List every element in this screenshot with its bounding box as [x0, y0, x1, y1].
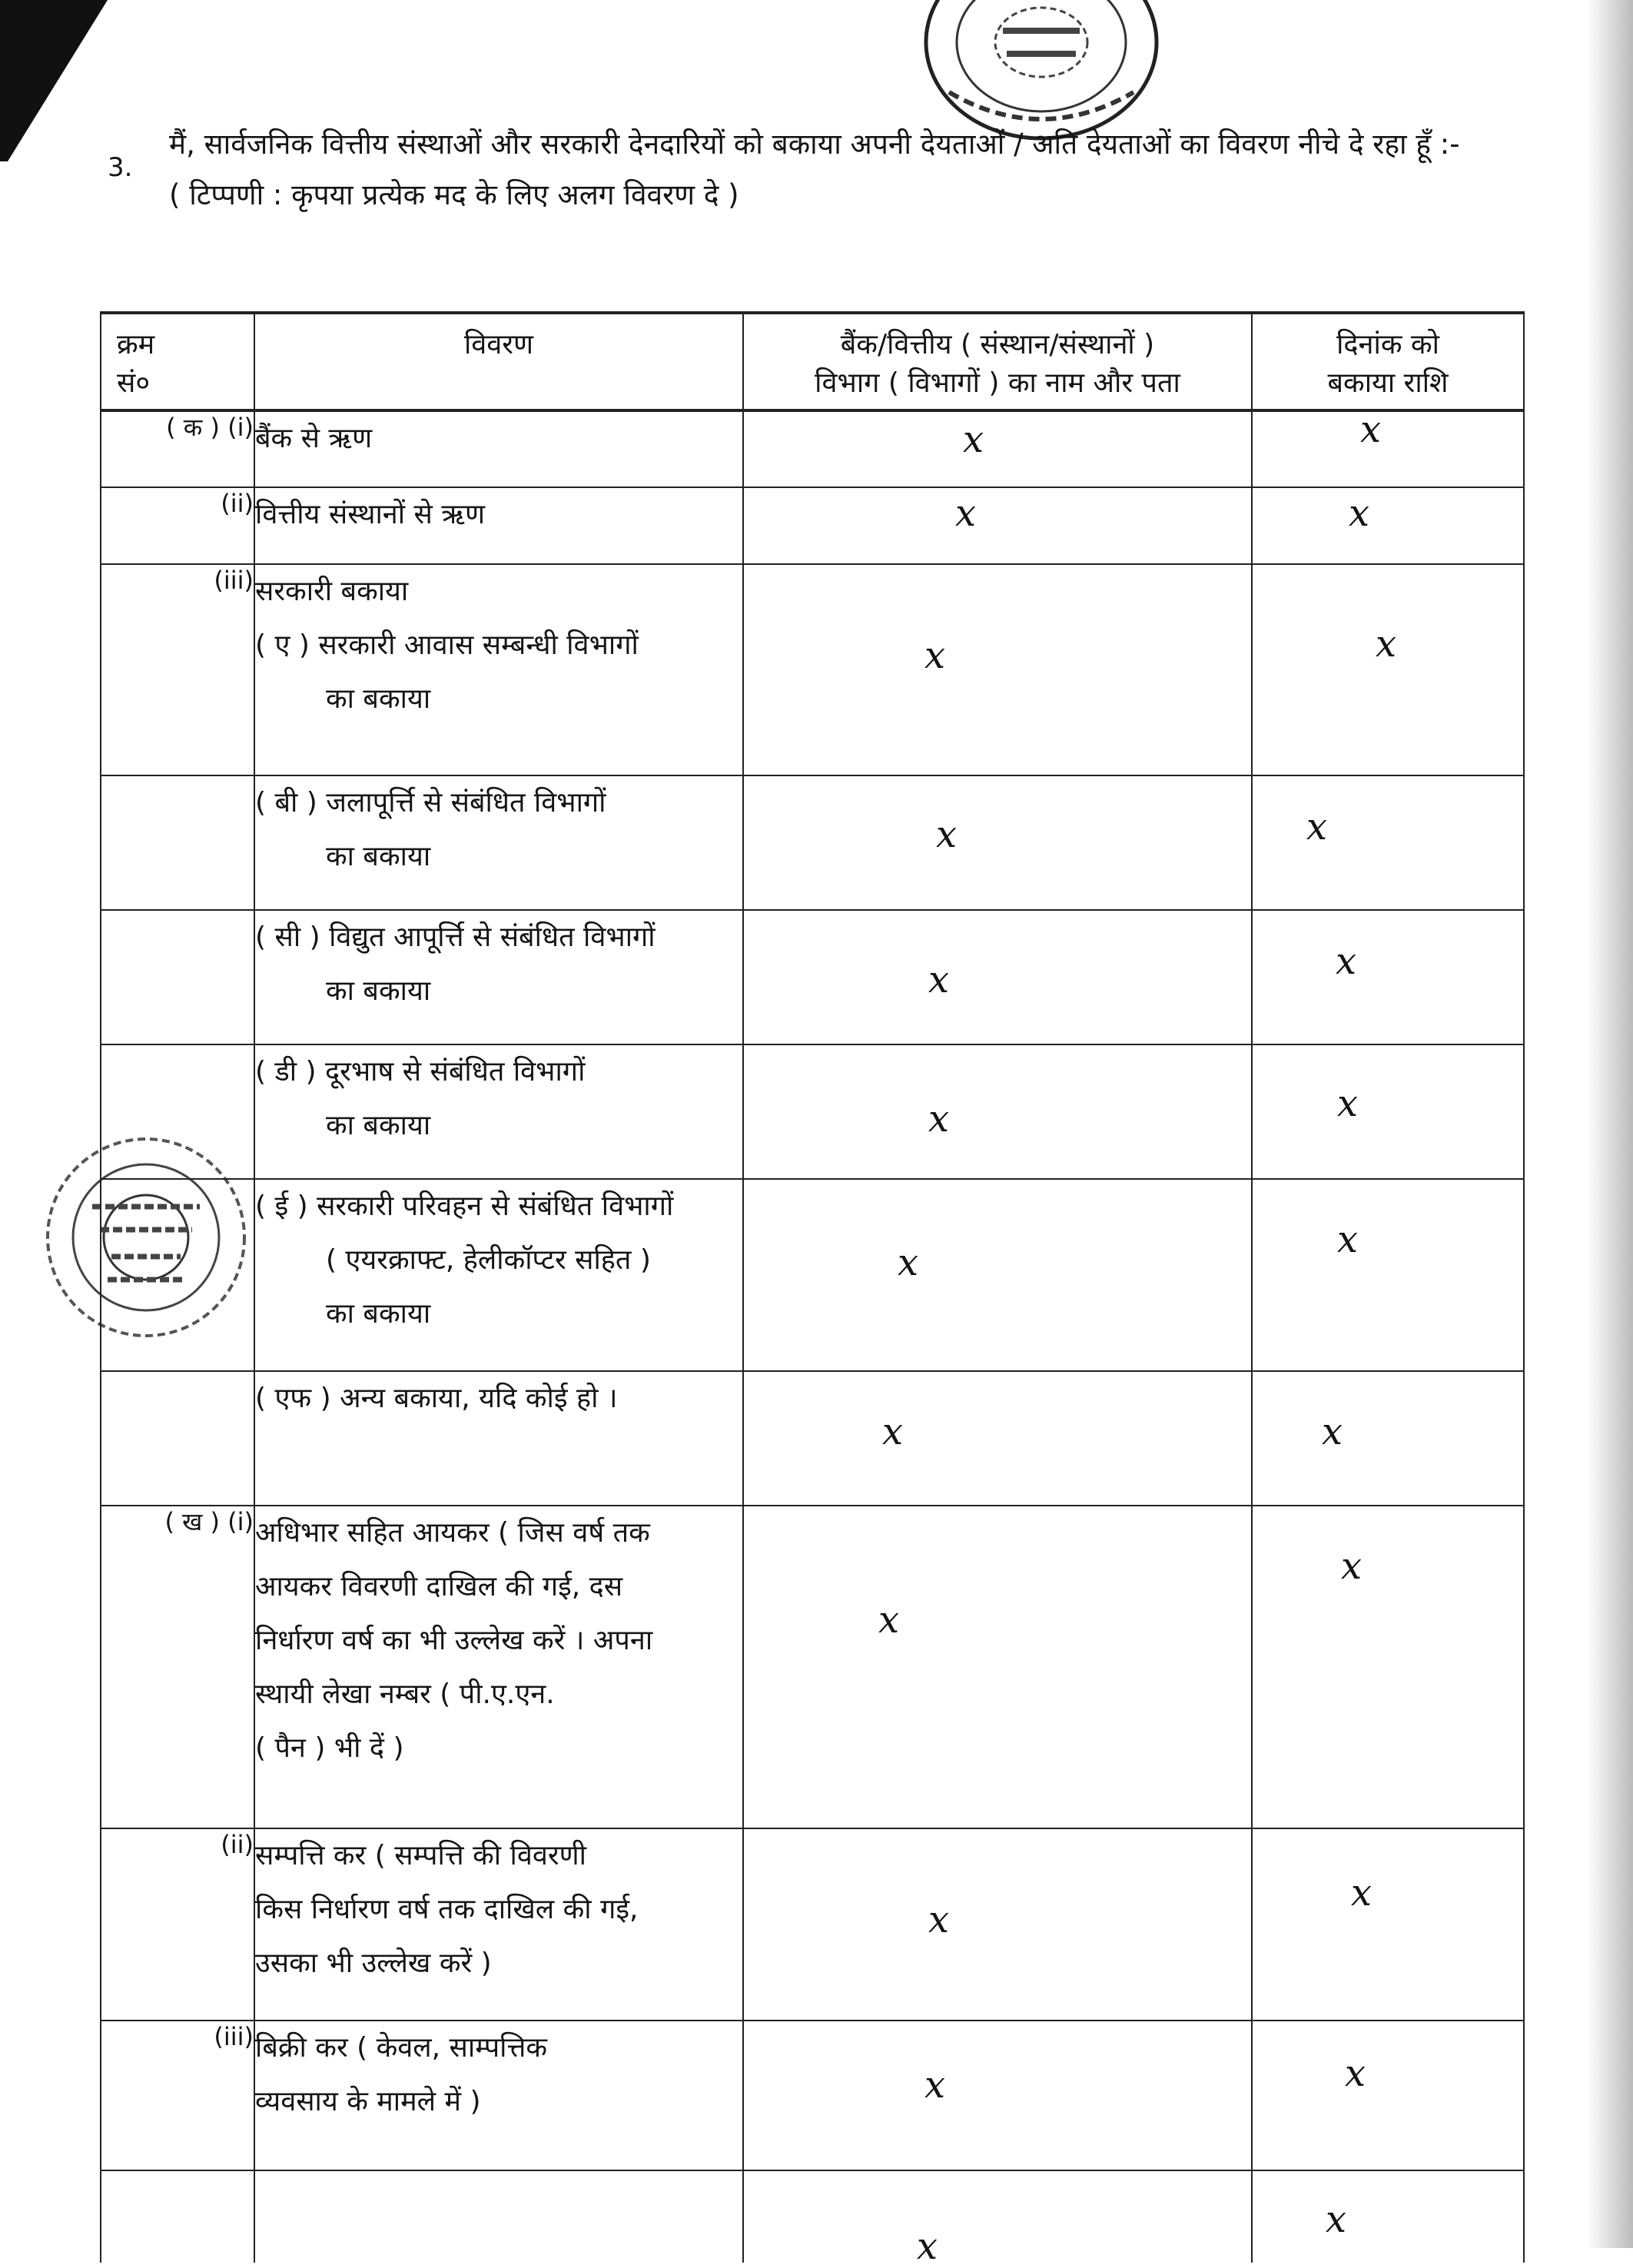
description-line: का बकाया [326, 841, 431, 872]
row-serial-number: ( क ) (i) [101, 410, 254, 487]
handwritten-cross-mark: x [1376, 623, 1397, 666]
table-row [101, 775, 1524, 910]
table-row [101, 487, 1524, 564]
handwritten-cross-mark: x [936, 813, 958, 856]
item-number: 3. [108, 152, 133, 183]
description-line: बिक्री कर ( केवल, साम्पत्तिक [255, 2032, 547, 2064]
table-row [101, 564, 1524, 775]
row-bank-cell [743, 1506, 1252, 1828]
row-bank-cell [743, 564, 1252, 775]
header-bank-line: बैंक/वित्तीय ( संस्थान/संस्थानों ) [840, 329, 1155, 360]
liabilities-table [100, 311, 1525, 2268]
handwritten-cross-mark: x [955, 492, 977, 535]
table-row [101, 1506, 1524, 1828]
handwritten-cross-mark: x [1337, 1082, 1359, 1125]
description-line: सम्पत्ति कर ( सम्पत्ति की विवरणी [255, 1840, 586, 1871]
description-line: ( डी ) दूरभाष से संबंधित विभागों [255, 1056, 586, 1088]
row-serial-number: (iii) [101, 2021, 254, 2170]
row-serial-number: (ii) [101, 1828, 254, 2021]
handwritten-cross-mark: x [1345, 2052, 1366, 2095]
row-description [254, 1371, 743, 1506]
row-bank-cell [743, 487, 1252, 564]
header-bank-line: विभाग ( विभागों ) का नाम और पता [815, 367, 1180, 399]
row-description [254, 487, 743, 564]
row-serial-number [101, 2170, 254, 2263]
row-description [254, 1506, 743, 1828]
row-description [254, 775, 743, 910]
description-line: का बकाया [326, 1298, 431, 1330]
handwritten-cross-mark: x [928, 1097, 950, 1141]
description-line: निर्धारण वर्ष का भी उल्लेख करें । अपना [255, 1625, 653, 1656]
header-amount-line: बकाया राशि [1327, 367, 1449, 399]
description-line: का बकाया [326, 1110, 431, 1141]
row-bank-cell [743, 775, 1252, 910]
description-line: ( एफ ) अन्य बकाया, यदि कोई हो । [255, 1383, 618, 1414]
row-bank-cell [743, 910, 1252, 1044]
handwritten-cross-mark: x [924, 2064, 946, 2107]
handwritten-cross-mark: x [928, 958, 950, 1001]
row-serial-number: (iii) [101, 564, 254, 775]
table-row [101, 410, 1524, 487]
description-line: ( सी ) विद्युत आपूर्त्ति से संबंधित विभागों [255, 921, 656, 953]
header-sno-line: क्रम [117, 329, 155, 360]
description-line: ( ई ) सरकारी परिवहन से संबंधित विभागों [255, 1190, 674, 1222]
description-line: का बकाया [326, 975, 431, 1007]
handwritten-cross-mark: x [882, 1410, 904, 1453]
description-line: वित्तीय संस्थानों से ऋण [255, 499, 486, 530]
row-serial-number [101, 910, 254, 1044]
table-header-row [101, 313, 1524, 410]
header-bank-institution [743, 313, 1252, 410]
handwritten-cross-mark: x [924, 634, 946, 677]
description-line: का बकाया [326, 683, 431, 715]
handwritten-cross-mark: x [1349, 492, 1370, 535]
row-amount-cell [1252, 1506, 1524, 1828]
handwritten-cross-mark: x [963, 418, 984, 461]
handwritten-cross-mark: x [1336, 940, 1357, 983]
header-amount-line: दिनांक को [1336, 329, 1439, 360]
header-details-label: विवरण [463, 329, 534, 360]
description-line: अधिभार सहित आयकर ( जिस वर्ष तक [255, 1517, 650, 1549]
header-details [254, 313, 743, 410]
row-bank-cell [743, 1828, 1252, 2021]
row-description [254, 2021, 743, 2170]
table-row [101, 1371, 1524, 1506]
row-serial-number [101, 775, 254, 910]
table-row [101, 910, 1524, 1044]
row-description [254, 910, 743, 1044]
table-row [101, 2021, 1524, 2170]
description-line: ( पैन ) भी दें ) [255, 1732, 404, 1764]
handwritten-cross-mark: x [1341, 1545, 1362, 1588]
row-serial-number: ( ख ) (i) [101, 1506, 254, 1828]
handwritten-cross-mark: x [878, 1599, 900, 1642]
table-row [101, 2170, 1524, 2263]
header-amount-due [1252, 313, 1524, 410]
table-body [101, 408, 1524, 2268]
handwritten-cross-mark: x [1326, 2198, 1347, 2241]
scan-corner-shadow [0, 0, 108, 161]
row-description [254, 2170, 743, 2263]
description-line: आयकर विवरणी दाखिल की गई, दस [255, 1571, 623, 1602]
row-serial-number [101, 1371, 254, 1506]
handwritten-cross-mark: x [917, 2225, 938, 2268]
table-row [101, 1044, 1524, 1179]
instruction-note: ( टिप्पणी : कृपया प्रत्येक मद के लिए अलग विवरण दे ) [169, 178, 739, 211]
row-serial-number: (ii) [101, 487, 254, 564]
handwritten-cross-mark: x [1360, 408, 1382, 451]
row-description [254, 1179, 743, 1371]
row-bank-cell [743, 2021, 1252, 2170]
description-line: स्थायी लेखा नम्बर ( पी.ए.एन. [255, 1679, 555, 1710]
handwritten-cross-mark: x [898, 1241, 919, 1284]
row-bank-cell [743, 1179, 1252, 1371]
handwritten-cross-mark: x [1322, 1410, 1343, 1453]
row-description [254, 1828, 743, 2021]
row-bank-cell [743, 410, 1252, 487]
table-row [101, 1179, 1524, 1371]
description-line: ( बी ) जलापूर्त्ति से संबंधित विभागों [255, 787, 606, 819]
description-line: ( ए ) सरकारी आवास सम्बन्धी विभागों [255, 629, 639, 661]
row-bank-cell [743, 2170, 1252, 2268]
handwritten-cross-mark: x [1337, 1218, 1359, 1261]
description-line: व्यवसाय के मामले में ) [255, 2086, 481, 2117]
row-description [254, 1044, 743, 1179]
table-row [101, 1828, 1524, 2021]
description-line: बैंक से ऋण [255, 423, 373, 454]
header-sno-line: सं० [117, 367, 151, 399]
handwritten-cross-mark: x [928, 1898, 950, 1941]
section-heading [108, 123, 1522, 217]
row-bank-cell [743, 1044, 1252, 1179]
handwritten-cross-mark: x [1306, 805, 1328, 848]
row-description [254, 564, 743, 775]
declaration-text: मैं, सार्वजनिक वित्तीय संस्थाओं और सरकारी देनदारियों को बकाया अपनी देयताओं / अति देयताओं का विवरण नीचे दे रहा हूँ :- [169, 128, 1460, 161]
row-description [254, 410, 743, 487]
description-line: उसका भी उल्लेख करें ) [255, 1948, 492, 1979]
description-line: किस निर्धारण वर्ष तक दाखिल की गई, [255, 1894, 639, 1925]
handwritten-cross-mark: x [1351, 1871, 1372, 1914]
row-bank-cell [743, 1371, 1252, 1506]
description-line: ( एयरक्राफ्ट, हेलीकॉप्टर सहित ) [326, 1244, 651, 1276]
description-line: सरकारी बकाया [255, 576, 409, 607]
header-serial-number [101, 313, 254, 410]
row-serial-number [101, 1044, 254, 1179]
row-serial-number [101, 1179, 254, 1371]
